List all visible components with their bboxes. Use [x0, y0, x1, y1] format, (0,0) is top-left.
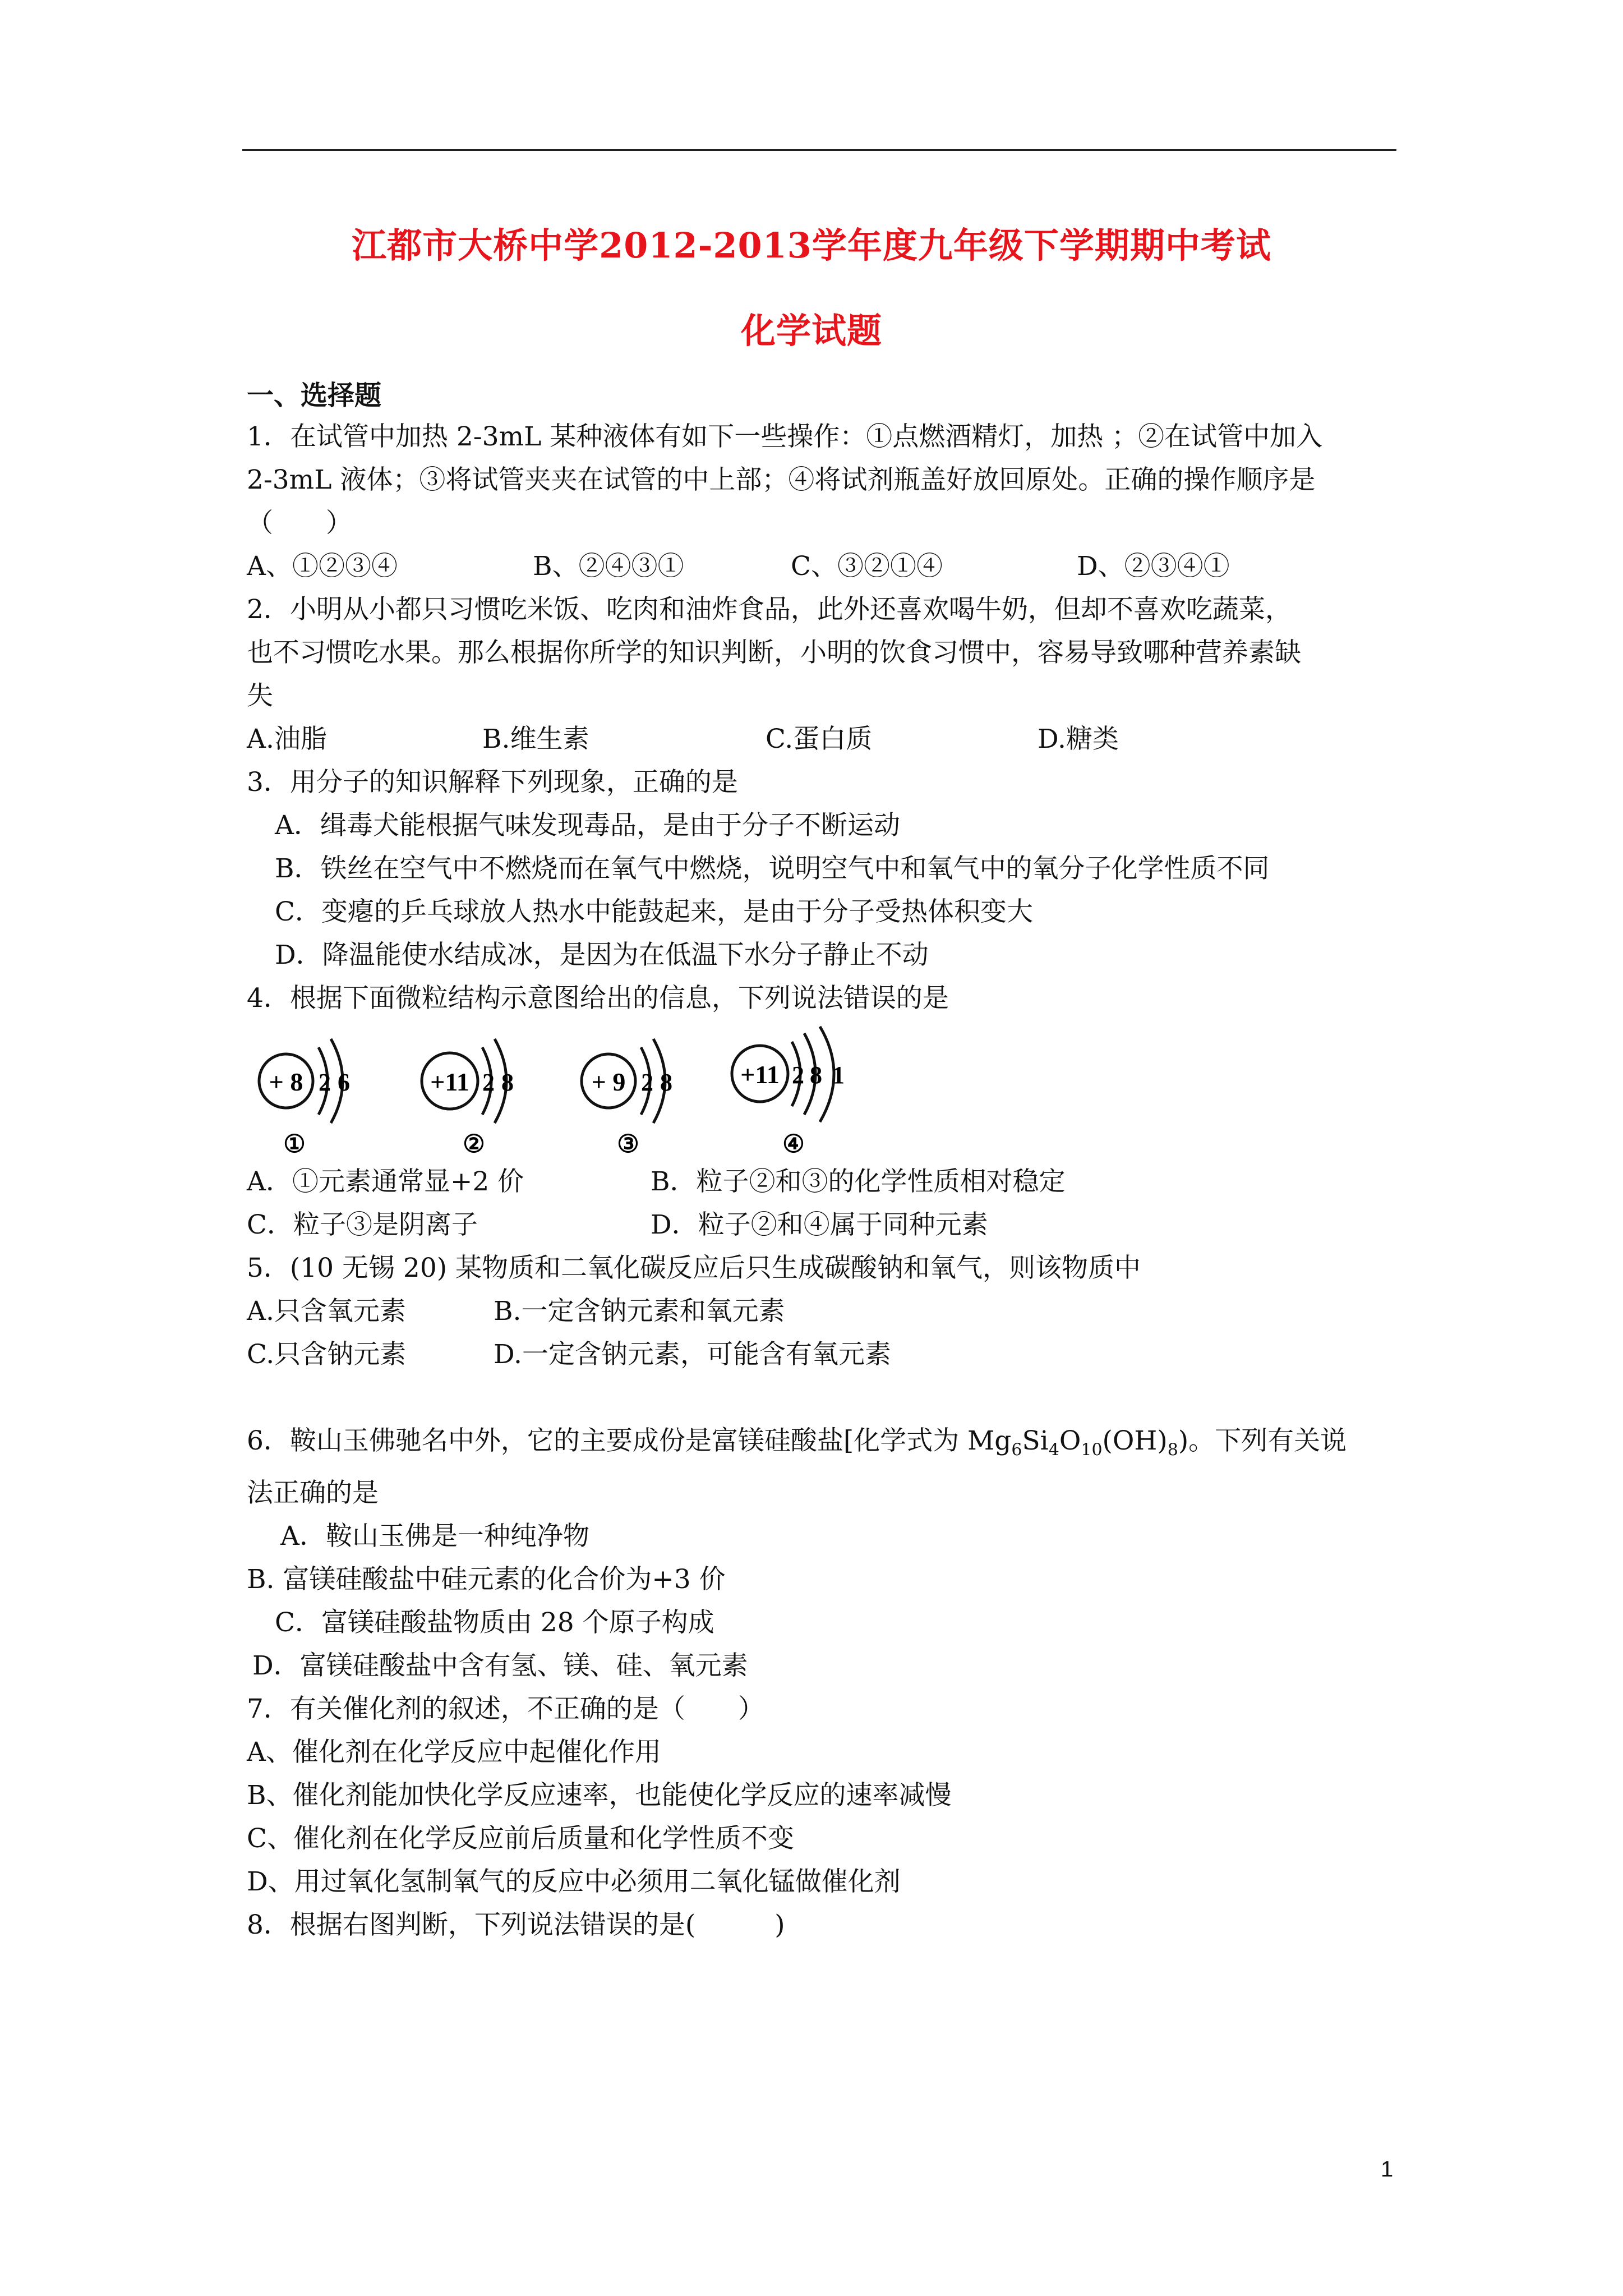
- q2-option-c: C.蛋白质: [766, 724, 873, 754]
- q2-stem-line3: 失: [247, 680, 273, 711]
- particle-3: [582, 1039, 672, 1158]
- q1-options: [247, 545, 1396, 588]
- particle-4-shell-1: 2: [792, 1061, 804, 1089]
- particle-1-shell-1: 2: [319, 1069, 331, 1096]
- particle-1-shell-2: 6: [338, 1069, 350, 1096]
- q1-option-b: B、②④③①: [533, 551, 684, 582]
- q7-option-d: D、用过氧化氢制氧气的反应中必须用二氧化锰做催化剂: [247, 1866, 901, 1898]
- q6-option-a: A．鞍山玉佛是一种纯净物: [280, 1521, 589, 1552]
- q5-option-c: C.只含钠元素: [247, 1339, 407, 1370]
- particle-3-nucleus: + 9: [591, 1068, 626, 1096]
- q5-stem: 5．(10 无锡 20) 某物质和二氧化碳反应后只生成碳酸钠和氧气，则该物质中: [247, 1253, 1141, 1283]
- question-list: [247, 415, 1396, 1947]
- q1-stem-line2: 2-3mL 液体；③将试管夹夹在试管的中上部；④将试剂瓶盖好放回原处。正确的操作顺序是: [247, 464, 1316, 495]
- q1-option-d: D、②③④①: [1077, 551, 1230, 582]
- q3-option-a: A．缉毒犬能根据气味发现毒品，是由于分子不断运动: [275, 810, 900, 841]
- q1-stem-line3: （ ）: [247, 508, 352, 539]
- page-number: 1: [1381, 2157, 1394, 2182]
- q4-option-c: C．粒子③是阴离子: [247, 1209, 478, 1240]
- q3-option-b: B．铁丝在空气中不燃烧而在氧气中燃烧，说明空气中和氧气中的氧分子化学性质不同: [275, 853, 1270, 884]
- q3-option-c: C．变瘪的乒乓球放人热水中能鼓起来，是由于分子受热体积变大: [275, 896, 1033, 927]
- q5-option-a: A.只含氧元素: [247, 1296, 406, 1327]
- particle-1-label: ①: [283, 1130, 306, 1158]
- particle-2-shell-2: 8: [501, 1069, 514, 1096]
- particle-1-nucleus: + 8: [269, 1068, 303, 1096]
- q2-option-a: A.油脂: [247, 724, 327, 754]
- q5-option-b: B.一定含钠元素和氧元素: [494, 1296, 785, 1327]
- q5-options-row2: [247, 1333, 1396, 1376]
- particle-3-shell-2: 8: [660, 1069, 672, 1096]
- q6-option-b: B. 富镁硅酸盐中硅元素的化合价为+3 价: [247, 1564, 726, 1595]
- particle-4: [732, 1027, 845, 1158]
- q8-stem: 8．根据右图判断，下列说法错误的是( ): [247, 1910, 785, 1941]
- q3-stem: 3．用分子的知识解释下列现象，正确的是: [247, 767, 738, 798]
- q2-options: [247, 717, 1396, 761]
- q7-stem: 7．有关催化剂的叙述，不正确的是（ ）: [247, 1694, 764, 1725]
- q2-option-b: B.维生素: [482, 724, 589, 754]
- q4-option-a: A．①元素通常显+2 价: [247, 1166, 524, 1197]
- q6-stem-line2: 法正确的是: [247, 1478, 379, 1509]
- q7-option-a: A、催化剂在化学反应中起催化作用: [247, 1737, 661, 1768]
- particle-structure-diagram: [247, 1022, 976, 1160]
- particle-4-shell-2: 8: [810, 1061, 822, 1089]
- page-subtitle: 化学试题: [740, 310, 882, 351]
- q4-option-b: B．粒子②和③的化学性质相对稳定: [651, 1166, 1066, 1197]
- particle-3-label: ③: [617, 1130, 639, 1158]
- q7-option-c: C、催化剂在化学反应前后质量和化学性质不变: [247, 1823, 794, 1855]
- q4-stem: 4．根据下面微粒结构示意图给出的信息，下列说法错误的是: [247, 983, 949, 1014]
- q7-option-b: B、催化剂能加快化学反应速率，也能使化学反应的速率减慢: [247, 1780, 952, 1811]
- particle-3-shell-1: 2: [641, 1069, 653, 1096]
- particle-4-nucleus: +11: [740, 1060, 780, 1089]
- particle-4-label: ④: [782, 1130, 805, 1158]
- q2-stem-line2: 也不习惯吃水果。那么根据你所学的知识判断，小明的饮食习惯中，容易导致哪种营养素缺: [247, 637, 1301, 668]
- particle-2-label: ②: [463, 1130, 485, 1158]
- q4-option-d: D．粒子②和④属于同种元素: [651, 1209, 988, 1240]
- q2-stem-line1: 2．小明从小都只习惯吃米饭、吃肉和油炸食品，此外还喜欢喝牛奶，但却不喜欢吃蔬菜，: [247, 594, 1292, 625]
- q6-option-d: D．富镁硅酸盐中含有氢、镁、硅、氧元素: [252, 1650, 748, 1682]
- section-heading: 一、选择题: [247, 380, 382, 411]
- q3-option-d: D．降温能使水结成冰，是因为在低温下水分子静止不动: [275, 940, 929, 970]
- q5-option-d: D.一定含钠元素，可能含有氧元素: [494, 1339, 891, 1370]
- q6-stem-line1: 6．鞍山玉佛驰名中外，它的主要成份是富镁硅酸盐[化学式为 $Mg_6Si_4O_{10}(OH)_8$)。下列有关说: [247, 1425, 1347, 1460]
- particle-4-shell-3: 1: [832, 1061, 845, 1089]
- q2-option-d: D.糖类: [1038, 724, 1119, 754]
- q5-options-row1: [247, 1290, 1396, 1333]
- particle-2-nucleus: +11: [430, 1068, 469, 1096]
- page-title: 江都市大桥中学2012-2013学年度九年级下学期期中考试: [352, 225, 1271, 266]
- q1-option-c: C、③②①④: [791, 551, 943, 582]
- particle-2-shell-1: 2: [482, 1069, 495, 1096]
- q4-options-row1: [247, 1160, 1396, 1203]
- particle-1: [259, 1039, 350, 1158]
- q4-options-row2: [247, 1203, 1396, 1246]
- q1-option-a: A、①②③④: [247, 551, 398, 582]
- q6-option-c: C．富镁硅酸盐物质由 28 个原子构成: [275, 1607, 714, 1639]
- q1-stem-line1: 1．在试管中加热 2-3mL 某种液体有如下一些操作：①点燃酒精灯，加热 ；②在试管中加入: [247, 421, 1323, 452]
- particle-2: [422, 1039, 514, 1158]
- header-rule: [242, 149, 1396, 151]
